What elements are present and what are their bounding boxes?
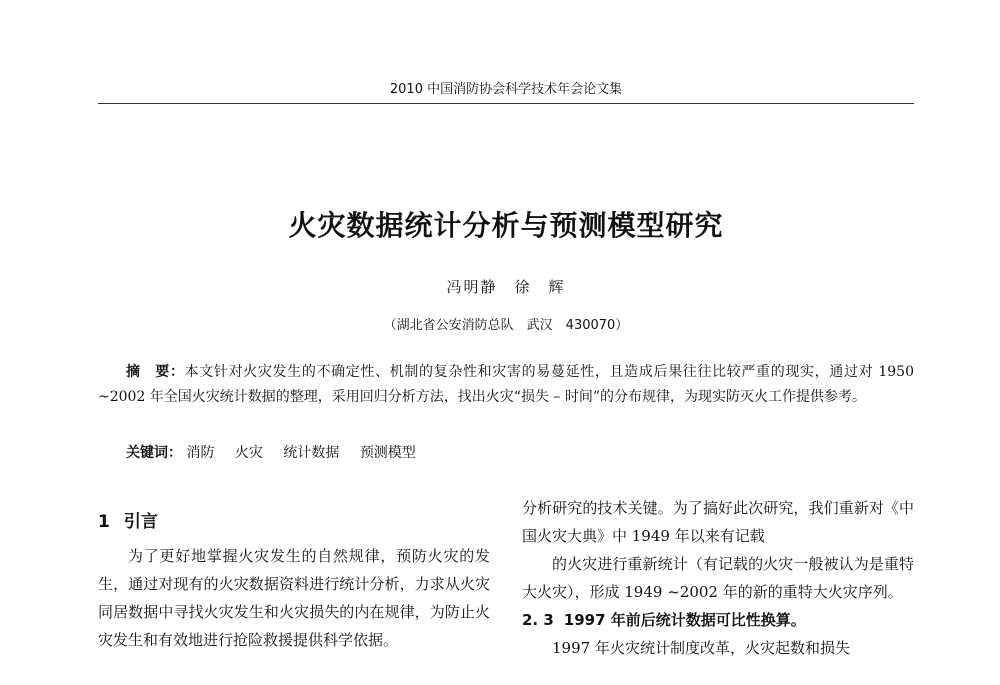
left-column [98,508,490,654]
paragraph: 分析研究的技术关键。为了搞好此次研究，我们重新对《中国火灾大典》中 1949 年以来有记载 [522,499,914,545]
running-header: 2010 中国消防协会科学技术年会论文集 [389,82,623,97]
abstract-label: 摘 要： [126,364,185,380]
right-column [522,494,914,662]
paragraph: 的火灾进行重新统计（有记载的火灾一般被认为是重特大火灾），形成 1949 ~2002 年的新的重特大火灾序列。 [522,555,914,601]
header-rule [98,103,914,104]
section-title: 引言 [123,512,158,532]
paper-title: 火灾数据统计分析与预测模型研究 [288,209,724,242]
keywords [126,442,906,462]
section-heading [98,508,490,536]
keyword: 火灾 [234,445,263,461]
keyword: 统计数据 [283,445,340,461]
keyword: 预测模型 [359,445,416,461]
keyword: 消防 [186,445,215,461]
abstract-text: 本文针对火灾发生的不确定性、机制的复杂性和灾害的易蔓延性，且造成后果往往比较严重的现实，通过对 1950 ~2002 年全国火灾统计数据的整理，采用回归分析方法，找出火灾“损失 – 时间”的分布规律，为现实防灭火工作提供参考。 [98,364,914,405]
affiliation: （湖北省公安消防总队 武汉 430070） [383,318,629,333]
subsection-number: 2. 3 [522,611,554,629]
keywords-label: 关键词： [126,445,182,461]
intro-paragraph: 为了更好地掌握火灾发生的自然规律，预防火灾的发生，通过对现有的火灾数据资料进行统计分析，力求从火灾同居数据中寻找火灾发生和火灾损失的内在规律，为防止火灾发生和有效地进行抢险救援提供科学依据。 [98,547,490,649]
section-number: 1 [98,512,110,532]
subsection-heading [522,606,914,634]
abstract [98,360,914,410]
authors: 冯明静 徐 辉 [446,278,566,296]
subsection-title: 1997 年前后统计数据可比性换算。 [563,611,806,629]
paragraph: 1997 年火灾统计制度改革，火灾起数和损失 [552,639,850,657]
